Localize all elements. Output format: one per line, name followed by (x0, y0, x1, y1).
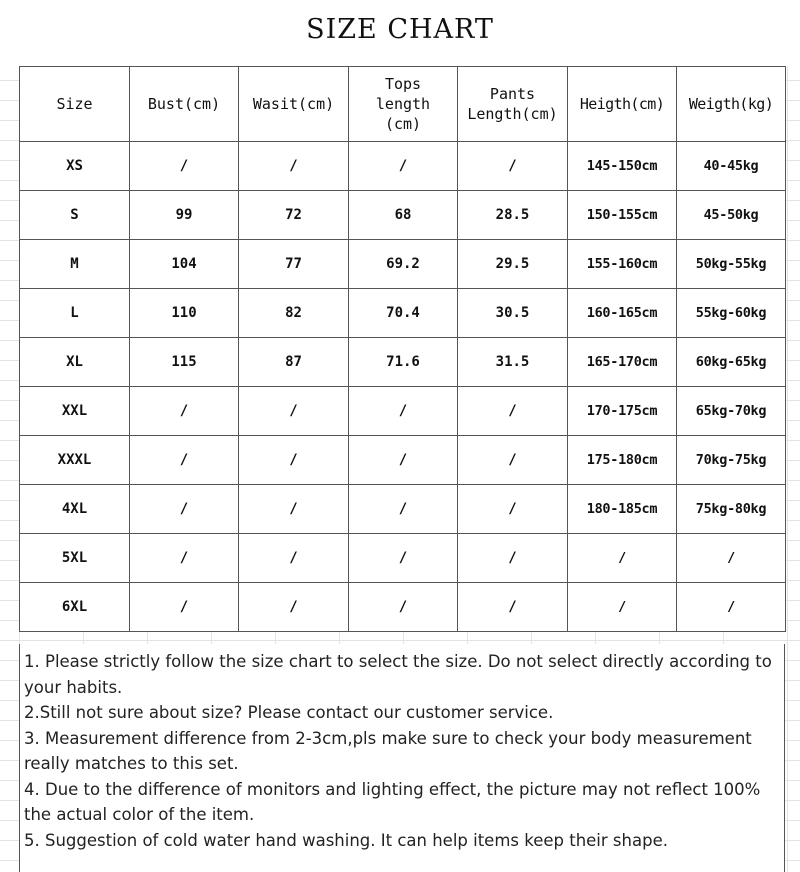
cell-pants-length: / (458, 485, 568, 534)
table-row (20, 387, 786, 436)
header-tops-length: Tops length (cm) (349, 67, 458, 142)
cell-height: 155-160cm (568, 240, 677, 289)
cell-tops-length: 69.2 (349, 240, 458, 289)
cell-waist: 77 (239, 240, 349, 289)
cell-pants-length: / (458, 534, 568, 583)
table-row (20, 436, 786, 485)
cell-size: M (20, 240, 130, 289)
cell-waist: / (239, 583, 349, 632)
cell-pants-length: / (458, 387, 568, 436)
cell-tops-length: / (349, 142, 458, 191)
header-row (20, 67, 786, 142)
cell-pants-length: 28.5 (458, 191, 568, 240)
cell-pants-length: / (458, 436, 568, 485)
note-2: 2.Still not sure about size? Please contact our customer service. (24, 703, 554, 722)
cell-height: 150-155cm (568, 191, 677, 240)
page-title: SIZE CHART (306, 14, 494, 45)
cell-bust: / (130, 436, 239, 485)
cell-height: / (568, 534, 677, 583)
cell-bust: 110 (130, 289, 239, 338)
header-weight: Weigth(kg) (677, 67, 786, 142)
cell-tops-length: 68 (349, 191, 458, 240)
table-row (20, 240, 786, 289)
cell-weight: 55kg-60kg (677, 289, 786, 338)
cell-weight: 75kg-80kg (677, 485, 786, 534)
cell-waist: / (239, 142, 349, 191)
cell-weight: 45-50kg (677, 191, 786, 240)
note-1: 1. Please strictly follow the size chart to select the size. Do not select directly according to your habits. (24, 652, 772, 697)
cell-bust: / (130, 387, 239, 436)
title-bar (0, 0, 800, 66)
cell-pants-length: 30.5 (458, 289, 568, 338)
table-row (20, 534, 786, 583)
cell-size: XXXL (20, 436, 130, 485)
cell-waist: 82 (239, 289, 349, 338)
cell-height: 180-185cm (568, 485, 677, 534)
table-row (20, 191, 786, 240)
cell-height: 145-150cm (568, 142, 677, 191)
cell-height: 170-175cm (568, 387, 677, 436)
header-waist: Wasit(cm) (239, 67, 349, 142)
cell-weight: 50kg-55kg (677, 240, 786, 289)
cell-size: 4XL (20, 485, 130, 534)
header-size: Size (20, 67, 130, 142)
table-row (20, 142, 786, 191)
cell-bust: / (130, 534, 239, 583)
cell-waist: / (239, 387, 349, 436)
cell-weight: / (677, 534, 786, 583)
cell-size: 5XL (20, 534, 130, 583)
header-height: Heigth(cm) (568, 67, 677, 142)
cell-waist: 87 (239, 338, 349, 387)
cell-size: 6XL (20, 583, 130, 632)
cell-weight: 70kg-75kg (677, 436, 786, 485)
cell-pants-length: / (458, 583, 568, 632)
cell-bust: / (130, 142, 239, 191)
note-4: 4. Due to the difference of monitors and lighting effect, the picture may not reflect 100% the actual color of the item. (24, 779, 761, 824)
cell-size: L (20, 289, 130, 338)
cell-pants-length: 31.5 (458, 338, 568, 387)
cell-waist: / (239, 534, 349, 583)
cell-tops-length: / (349, 583, 458, 632)
cell-bust: 104 (130, 240, 239, 289)
cell-tops-length: / (349, 485, 458, 534)
cell-height: 160-165cm (568, 289, 677, 338)
cell-weight: 65kg-70kg (677, 387, 786, 436)
cell-weight: 40-45kg (677, 142, 786, 191)
cell-tops-length: 70.4 (349, 289, 458, 338)
cell-height: 175-180cm (568, 436, 677, 485)
cell-size: S (20, 191, 130, 240)
note-3: 3. Measurement difference from 2-3cm,pls make sure to check your body measurement really matches to this set. (24, 728, 752, 773)
cell-size: XS (20, 142, 130, 191)
cell-weight: / (677, 583, 786, 632)
cell-size: XXL (20, 387, 130, 436)
cell-waist: 72 (239, 191, 349, 240)
cell-tops-length: / (349, 534, 458, 583)
cell-bust: 99 (130, 191, 239, 240)
table-row (20, 289, 786, 338)
table-row (20, 583, 786, 632)
notes-section (19, 644, 785, 872)
cell-weight: 60kg-65kg (677, 338, 786, 387)
cell-tops-length: 71.6 (349, 338, 458, 387)
note-5: 5. Suggestion of cold water hand washing. It can help items keep their shape. (24, 830, 668, 850)
size-chart-table (19, 66, 786, 632)
cell-pants-length: 29.5 (458, 240, 568, 289)
cell-waist: / (239, 436, 349, 485)
table-row (20, 485, 786, 534)
cell-bust: / (130, 583, 239, 632)
cell-pants-length: / (458, 142, 568, 191)
header-pants-length: Pants Length(cm) (458, 67, 568, 142)
cell-tops-length: / (349, 436, 458, 485)
cell-height: / (568, 583, 677, 632)
table-row (20, 338, 786, 387)
cell-waist: / (239, 485, 349, 534)
cell-size: XL (20, 338, 130, 387)
header-bust: Bust(cm) (130, 67, 239, 142)
cell-tops-length: / (349, 387, 458, 436)
cell-bust: 115 (130, 338, 239, 387)
cell-height: 165-170cm (568, 338, 677, 387)
cell-bust: / (130, 485, 239, 534)
